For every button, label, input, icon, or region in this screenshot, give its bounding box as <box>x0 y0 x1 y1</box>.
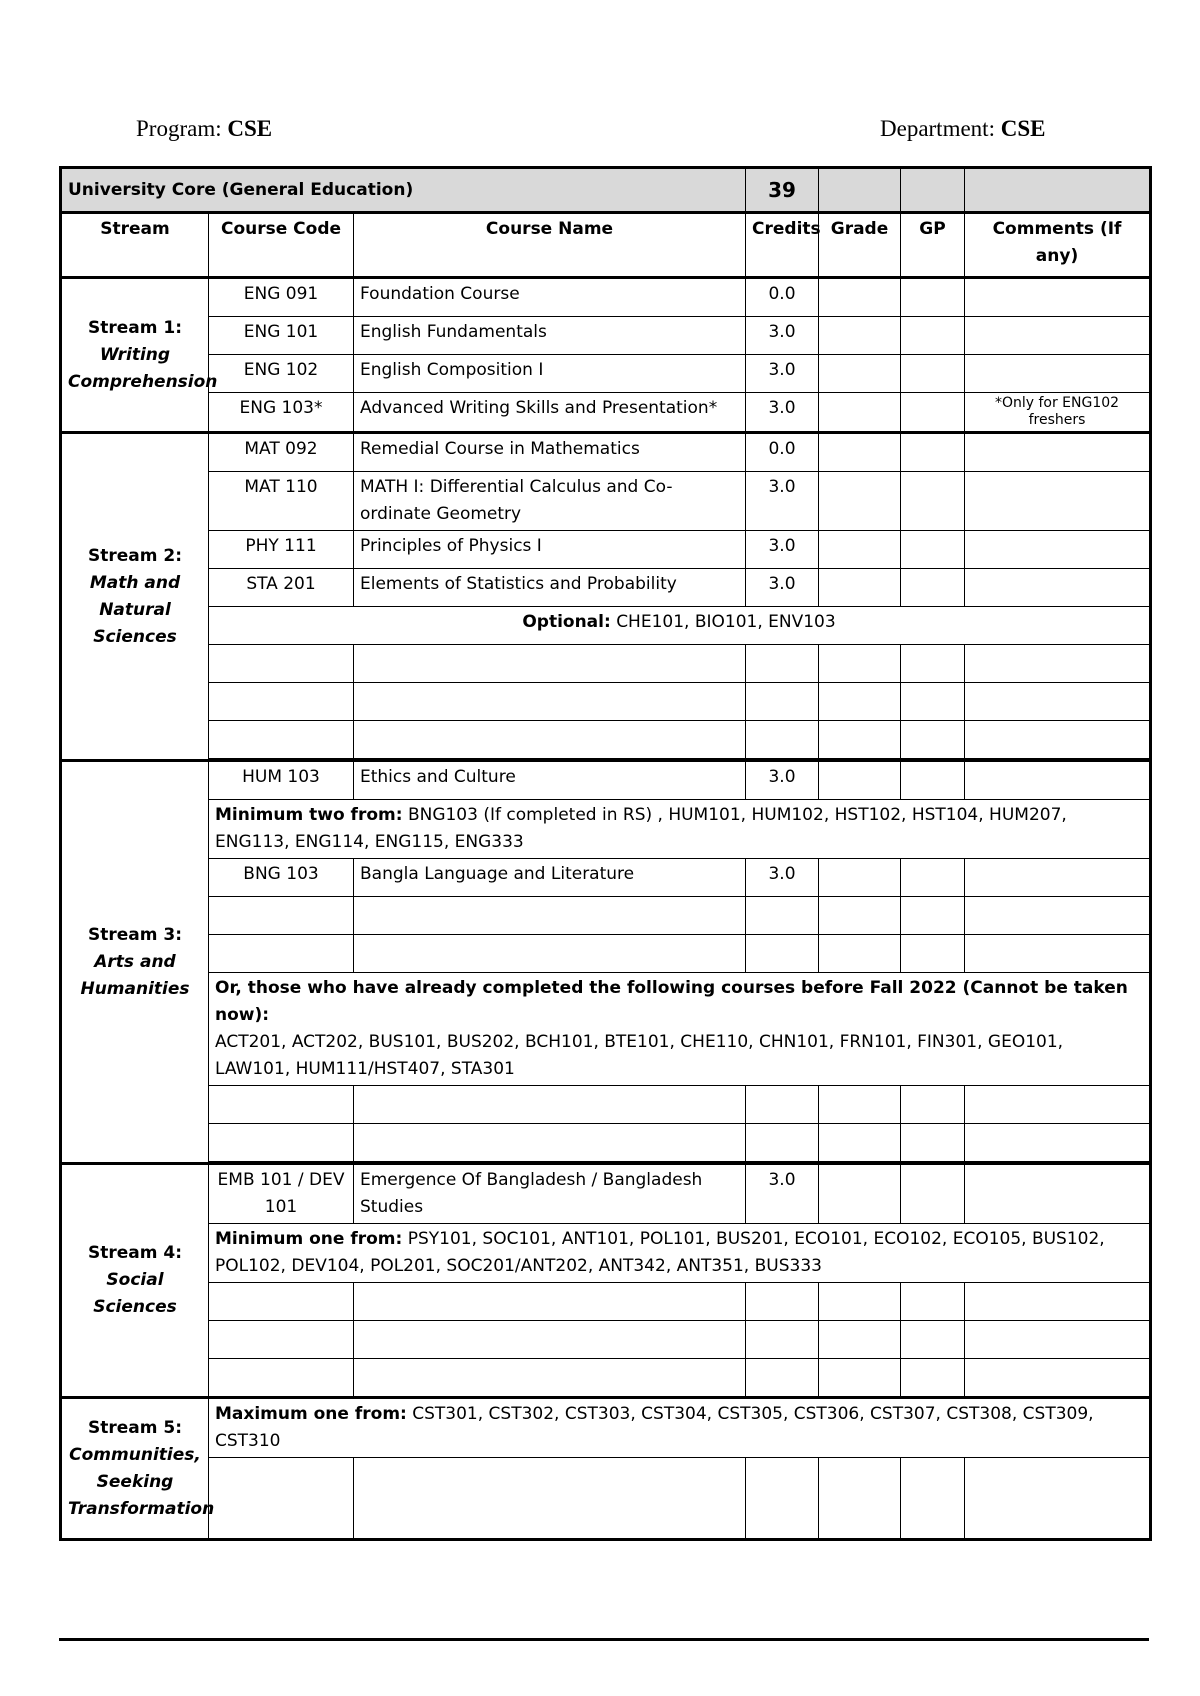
stream-2-name: Math and Natural Sciences <box>89 572 181 647</box>
col-stream: Stream <box>61 213 209 278</box>
empty-row <box>61 1458 1151 1540</box>
col-credits: Credits <box>746 213 819 278</box>
blank-cell[interactable] <box>354 683 746 721</box>
blank-cell[interactable] <box>901 683 965 721</box>
stream-4-label: Stream 4: <box>87 1243 182 1263</box>
course-code: HUM 103 <box>209 761 354 800</box>
col-gp: GP <box>901 213 965 278</box>
blank-cell[interactable] <box>819 1359 901 1398</box>
grade-cell <box>819 859 901 897</box>
comment-note: *Only for ENG102 freshers <box>965 393 1151 433</box>
table-row <box>61 393 1151 433</box>
blank-cell[interactable] <box>354 1124 746 1162</box>
blank-cell[interactable] <box>354 1283 746 1321</box>
blank-cell[interactable] <box>209 897 354 935</box>
stream-5-cell <box>61 1398 215 1540</box>
blank-cell[interactable] <box>354 1458 746 1540</box>
course-credits: 3.0 <box>746 859 819 897</box>
core-header-row <box>61 168 1151 213</box>
gp-cell <box>901 433 965 472</box>
blank-cell[interactable] <box>819 935 901 973</box>
table-row <box>61 1164 1151 1224</box>
comment-cell <box>965 1164 1151 1224</box>
comment-cell <box>965 278 1151 317</box>
blank-cell[interactable] <box>354 1086 746 1124</box>
blank-cell[interactable] <box>965 683 1151 721</box>
blank-cell[interactable] <box>209 683 354 721</box>
gp-cell <box>901 531 965 569</box>
course-credits: 0.0 <box>746 433 819 472</box>
maximum-one-note <box>209 1398 1151 1458</box>
course-name: Ethics and Culture <box>354 761 746 800</box>
table-row <box>61 531 1151 569</box>
course-credits: 3.0 <box>746 472 819 531</box>
course-credits: 3.0 <box>746 317 819 355</box>
stream-3-name: Arts and Humanities <box>80 951 190 999</box>
blank-cell[interactable] <box>209 721 354 759</box>
grade-cell <box>819 433 901 472</box>
comment-cell <box>965 761 1151 800</box>
empty-row <box>61 1086 1151 1124</box>
maximum-one-row <box>61 1398 1151 1458</box>
empty-row <box>61 1283 1151 1321</box>
blank-cell[interactable] <box>746 1283 819 1321</box>
blank-cell[interactable] <box>746 1321 819 1359</box>
blank-cell[interactable] <box>965 1124 1151 1162</box>
empty-row <box>61 1359 1151 1398</box>
university-core-table <box>59 166 1152 1541</box>
or-completed-list: ACT201, ACT202, BUS101, BUS202, BCH101, BTE101, CHE110, CHN101, FRN101, FIN301, GEO101, LAW101, HUM111/HST407, STA301 <box>215 1032 1064 1079</box>
comment-cell <box>965 531 1151 569</box>
blank-cell[interactable] <box>746 721 819 759</box>
minimum-one-label: Minimum one from: <box>215 1229 403 1249</box>
stream-3-cell <box>61 761 209 1164</box>
department-field <box>880 116 1045 142</box>
minimum-two-note <box>209 800 1151 859</box>
gp-cell <box>901 472 965 531</box>
table-row <box>61 317 1151 355</box>
comment-cell <box>965 317 1151 355</box>
course-code: MAT 110 <box>209 472 354 531</box>
course-code: ENG 103* <box>209 393 354 433</box>
department-value: CSE <box>1000 116 1046 141</box>
minimum-one-note <box>209 1224 1151 1283</box>
stream-3-label: Stream 3: <box>87 924 182 945</box>
optional-label: Optional: <box>522 612 611 632</box>
stream-1-cell <box>61 278 218 433</box>
course-credits: 3.0 <box>746 761 819 800</box>
blank-cell[interactable] <box>901 1458 965 1540</box>
course-name: Foundation Course <box>354 278 746 317</box>
blank-cell[interactable] <box>965 645 1151 683</box>
grade-cell <box>819 393 901 433</box>
blank-cell[interactable] <box>746 897 819 935</box>
or-completed-row <box>61 973 1151 1086</box>
blank-cell[interactable] <box>746 683 819 721</box>
blank-cell[interactable] <box>746 645 819 683</box>
blank-cell[interactable] <box>901 897 965 935</box>
minimum-two-row <box>61 800 1151 859</box>
stream-5-label: Stream 5: <box>87 1417 182 1438</box>
blank-cell[interactable] <box>746 1458 819 1540</box>
table-row <box>61 761 1151 800</box>
blank-cell[interactable] <box>746 1086 819 1124</box>
course-code: BNG 103 <box>209 859 354 897</box>
core-credits: 39 <box>746 168 819 213</box>
minimum-two-list: BNG103 (If completed in RS) , HUM101, HUM102, HST102, HST104, HUM207, ENG113, ENG114, ENG115, ENG333 <box>215 805 1067 852</box>
gp-cell <box>901 355 965 393</box>
course-credits: 3.0 <box>746 1164 819 1224</box>
blank-cell[interactable] <box>209 1458 354 1540</box>
blank-cell[interactable] <box>819 897 901 935</box>
comment-cell <box>965 355 1151 393</box>
blank-cell[interactable] <box>965 1458 1151 1540</box>
blank-cell[interactable] <box>965 935 1151 973</box>
gp-cell <box>901 569 965 607</box>
blank-cell[interactable] <box>354 1321 746 1359</box>
col-course-code: Course Code <box>209 213 354 278</box>
or-completed-label: Or, those who have already completed the following courses before Fall 2022 (Cannot be taken now): <box>215 978 1128 1025</box>
blank-cell[interactable] <box>819 1321 901 1359</box>
table-row <box>61 355 1151 393</box>
grade-cell <box>819 278 901 317</box>
optional-note <box>209 607 1151 645</box>
course-credits: 3.0 <box>746 569 819 607</box>
blank-cell[interactable] <box>965 1359 1151 1398</box>
course-name: English Fundamentals <box>354 317 746 355</box>
blank-cell[interactable] <box>819 683 901 721</box>
comment-cell <box>965 569 1151 607</box>
gp-cell <box>901 278 965 317</box>
blank-cell[interactable] <box>209 935 354 973</box>
col-grade: Grade <box>819 213 901 278</box>
stream-1-name: Writing Comprehension <box>68 344 218 392</box>
optional-row <box>61 607 1151 645</box>
minimum-one-row <box>61 1224 1151 1283</box>
table-row <box>61 569 1151 607</box>
blank-cell[interactable] <box>354 645 746 683</box>
empty-row <box>61 935 1151 973</box>
course-name: Advanced Writing Skills and Presentation* <box>354 393 746 433</box>
blank-cell[interactable] <box>901 1359 965 1398</box>
stream-2-cell <box>61 433 209 761</box>
table-row <box>61 859 1151 897</box>
blank-cell[interactable] <box>901 1086 965 1124</box>
course-code: MAT 092 <box>209 433 354 472</box>
optional-list: CHE101, BIO101, ENV103 <box>616 612 836 632</box>
empty-row <box>61 897 1151 935</box>
table-row <box>61 278 1151 317</box>
course-name: Elements of Statistics and Probability <box>354 569 746 607</box>
empty-row <box>61 683 1151 721</box>
blank-cell[interactable] <box>209 1359 354 1398</box>
blank-cell[interactable] <box>819 721 901 759</box>
gp-cell <box>901 1164 965 1224</box>
blank-cell[interactable] <box>965 897 1151 935</box>
course-code: ENG 091 <box>209 278 354 317</box>
blank-cell[interactable] <box>746 1124 819 1162</box>
col-course-name: Course Name <box>354 213 746 278</box>
course-name: Principles of Physics I <box>354 531 746 569</box>
course-code: STA 201 <box>209 569 354 607</box>
program-field <box>136 116 272 142</box>
course-credits: 0.0 <box>746 278 819 317</box>
blank-cell[interactable] <box>819 1283 901 1321</box>
blank-cell[interactable] <box>901 935 965 973</box>
core-gp-cell <box>901 168 965 213</box>
blank-cell[interactable] <box>209 1086 354 1124</box>
stream-4-name: Social Sciences <box>93 1270 177 1317</box>
maximum-one-list: CST301, CST302, CST303, CST304, CST305, CST306, CST307, CST308, CST309, CST310 <box>215 1404 1094 1451</box>
empty-row <box>61 645 1151 683</box>
core-comment-cell <box>965 168 1151 213</box>
course-code: EMB 101 / DEV 101 <box>209 1164 354 1224</box>
comment-cell <box>965 433 1151 472</box>
department-label: Department: <box>880 116 995 141</box>
blank-cell[interactable] <box>901 1283 965 1321</box>
course-name: Emergence Of Bangladesh / Bangladesh Studies <box>354 1164 746 1224</box>
blank-cell[interactable] <box>209 1321 354 1359</box>
empty-row <box>61 1321 1151 1359</box>
blank-cell[interactable] <box>209 1283 354 1321</box>
stream-4-cell <box>61 1164 209 1398</box>
blank-cell[interactable] <box>901 1321 965 1359</box>
minimum-two-label: Minimum two from: <box>215 805 403 825</box>
grade-cell <box>819 355 901 393</box>
blank-cell[interactable] <box>901 721 965 759</box>
blank-cell[interactable] <box>209 1124 354 1162</box>
blank-cell[interactable] <box>209 645 354 683</box>
or-completed-note <box>209 973 1151 1086</box>
blank-cell[interactable] <box>965 1321 1151 1359</box>
program-value: CSE <box>227 116 273 141</box>
gp-cell <box>901 393 965 433</box>
grade-cell <box>819 1164 901 1224</box>
course-code: ENG 102 <box>209 355 354 393</box>
course-name: English Composition I <box>354 355 746 393</box>
comment-cell <box>965 472 1151 531</box>
blank-cell[interactable] <box>354 721 746 759</box>
col-comments: Comments (If any) <box>965 213 1151 278</box>
blank-cell[interactable] <box>354 897 746 935</box>
gp-cell <box>901 859 965 897</box>
program-label: Program: <box>136 116 222 141</box>
course-name: Bangla Language and Literature <box>354 859 746 897</box>
table-row <box>61 433 1151 472</box>
core-title: University Core (General Education) <box>61 168 746 213</box>
footer-divider <box>59 1638 1149 1641</box>
blank-cell[interactable] <box>746 935 819 973</box>
course-code: ENG 101 <box>209 317 354 355</box>
blank-cell[interactable] <box>819 1086 901 1124</box>
blank-cell[interactable] <box>354 1359 746 1398</box>
blank-cell[interactable] <box>901 1124 965 1162</box>
blank-cell[interactable] <box>819 1458 901 1540</box>
course-name: Remedial Course in Mathematics <box>354 433 746 472</box>
stream-2-label: Stream 2: <box>87 545 182 566</box>
gp-cell <box>901 317 965 355</box>
course-credits: 3.0 <box>746 393 819 433</box>
grade-cell <box>819 531 901 569</box>
empty-row <box>61 1124 1151 1162</box>
blank-cell[interactable] <box>965 1283 1151 1321</box>
blank-cell[interactable] <box>746 1359 819 1398</box>
grade-cell <box>819 472 901 531</box>
empty-row <box>61 721 1151 759</box>
grade-cell <box>819 569 901 607</box>
course-credits: 3.0 <box>746 355 819 393</box>
core-grade-cell <box>819 168 901 213</box>
gp-cell <box>901 761 965 800</box>
stream-1-label: Stream 1: <box>87 317 182 338</box>
course-name: MATH I: Differential Calculus and Co-ordinate Geometry <box>354 472 746 531</box>
course-code: PHY 111 <box>209 531 354 569</box>
grade-cell <box>819 317 901 355</box>
blank-cell[interactable] <box>965 1086 1151 1124</box>
blank-cell[interactable] <box>819 645 901 683</box>
minimum-one-list: PSY101, SOC101, ANT101, POL101, BUS201, ECO101, ECO102, ECO105, BUS102, POL102, DEV104, POL201, SOC201/ANT202, ANT342, ANT351, BUS333 <box>215 1229 1105 1276</box>
blank-cell[interactable] <box>901 645 965 683</box>
stream-5-name: Communities, Seeking Transformation <box>68 1444 215 1519</box>
comment-cell <box>965 859 1151 897</box>
blank-cell[interactable] <box>819 1124 901 1162</box>
column-header-row <box>61 213 1151 278</box>
course-credits: 3.0 <box>746 531 819 569</box>
blank-cell[interactable] <box>354 935 746 973</box>
maximum-one-label: Maximum one from: <box>215 1404 407 1424</box>
grade-cell <box>819 761 901 800</box>
blank-cell[interactable] <box>965 721 1151 759</box>
table-row <box>61 472 1151 531</box>
